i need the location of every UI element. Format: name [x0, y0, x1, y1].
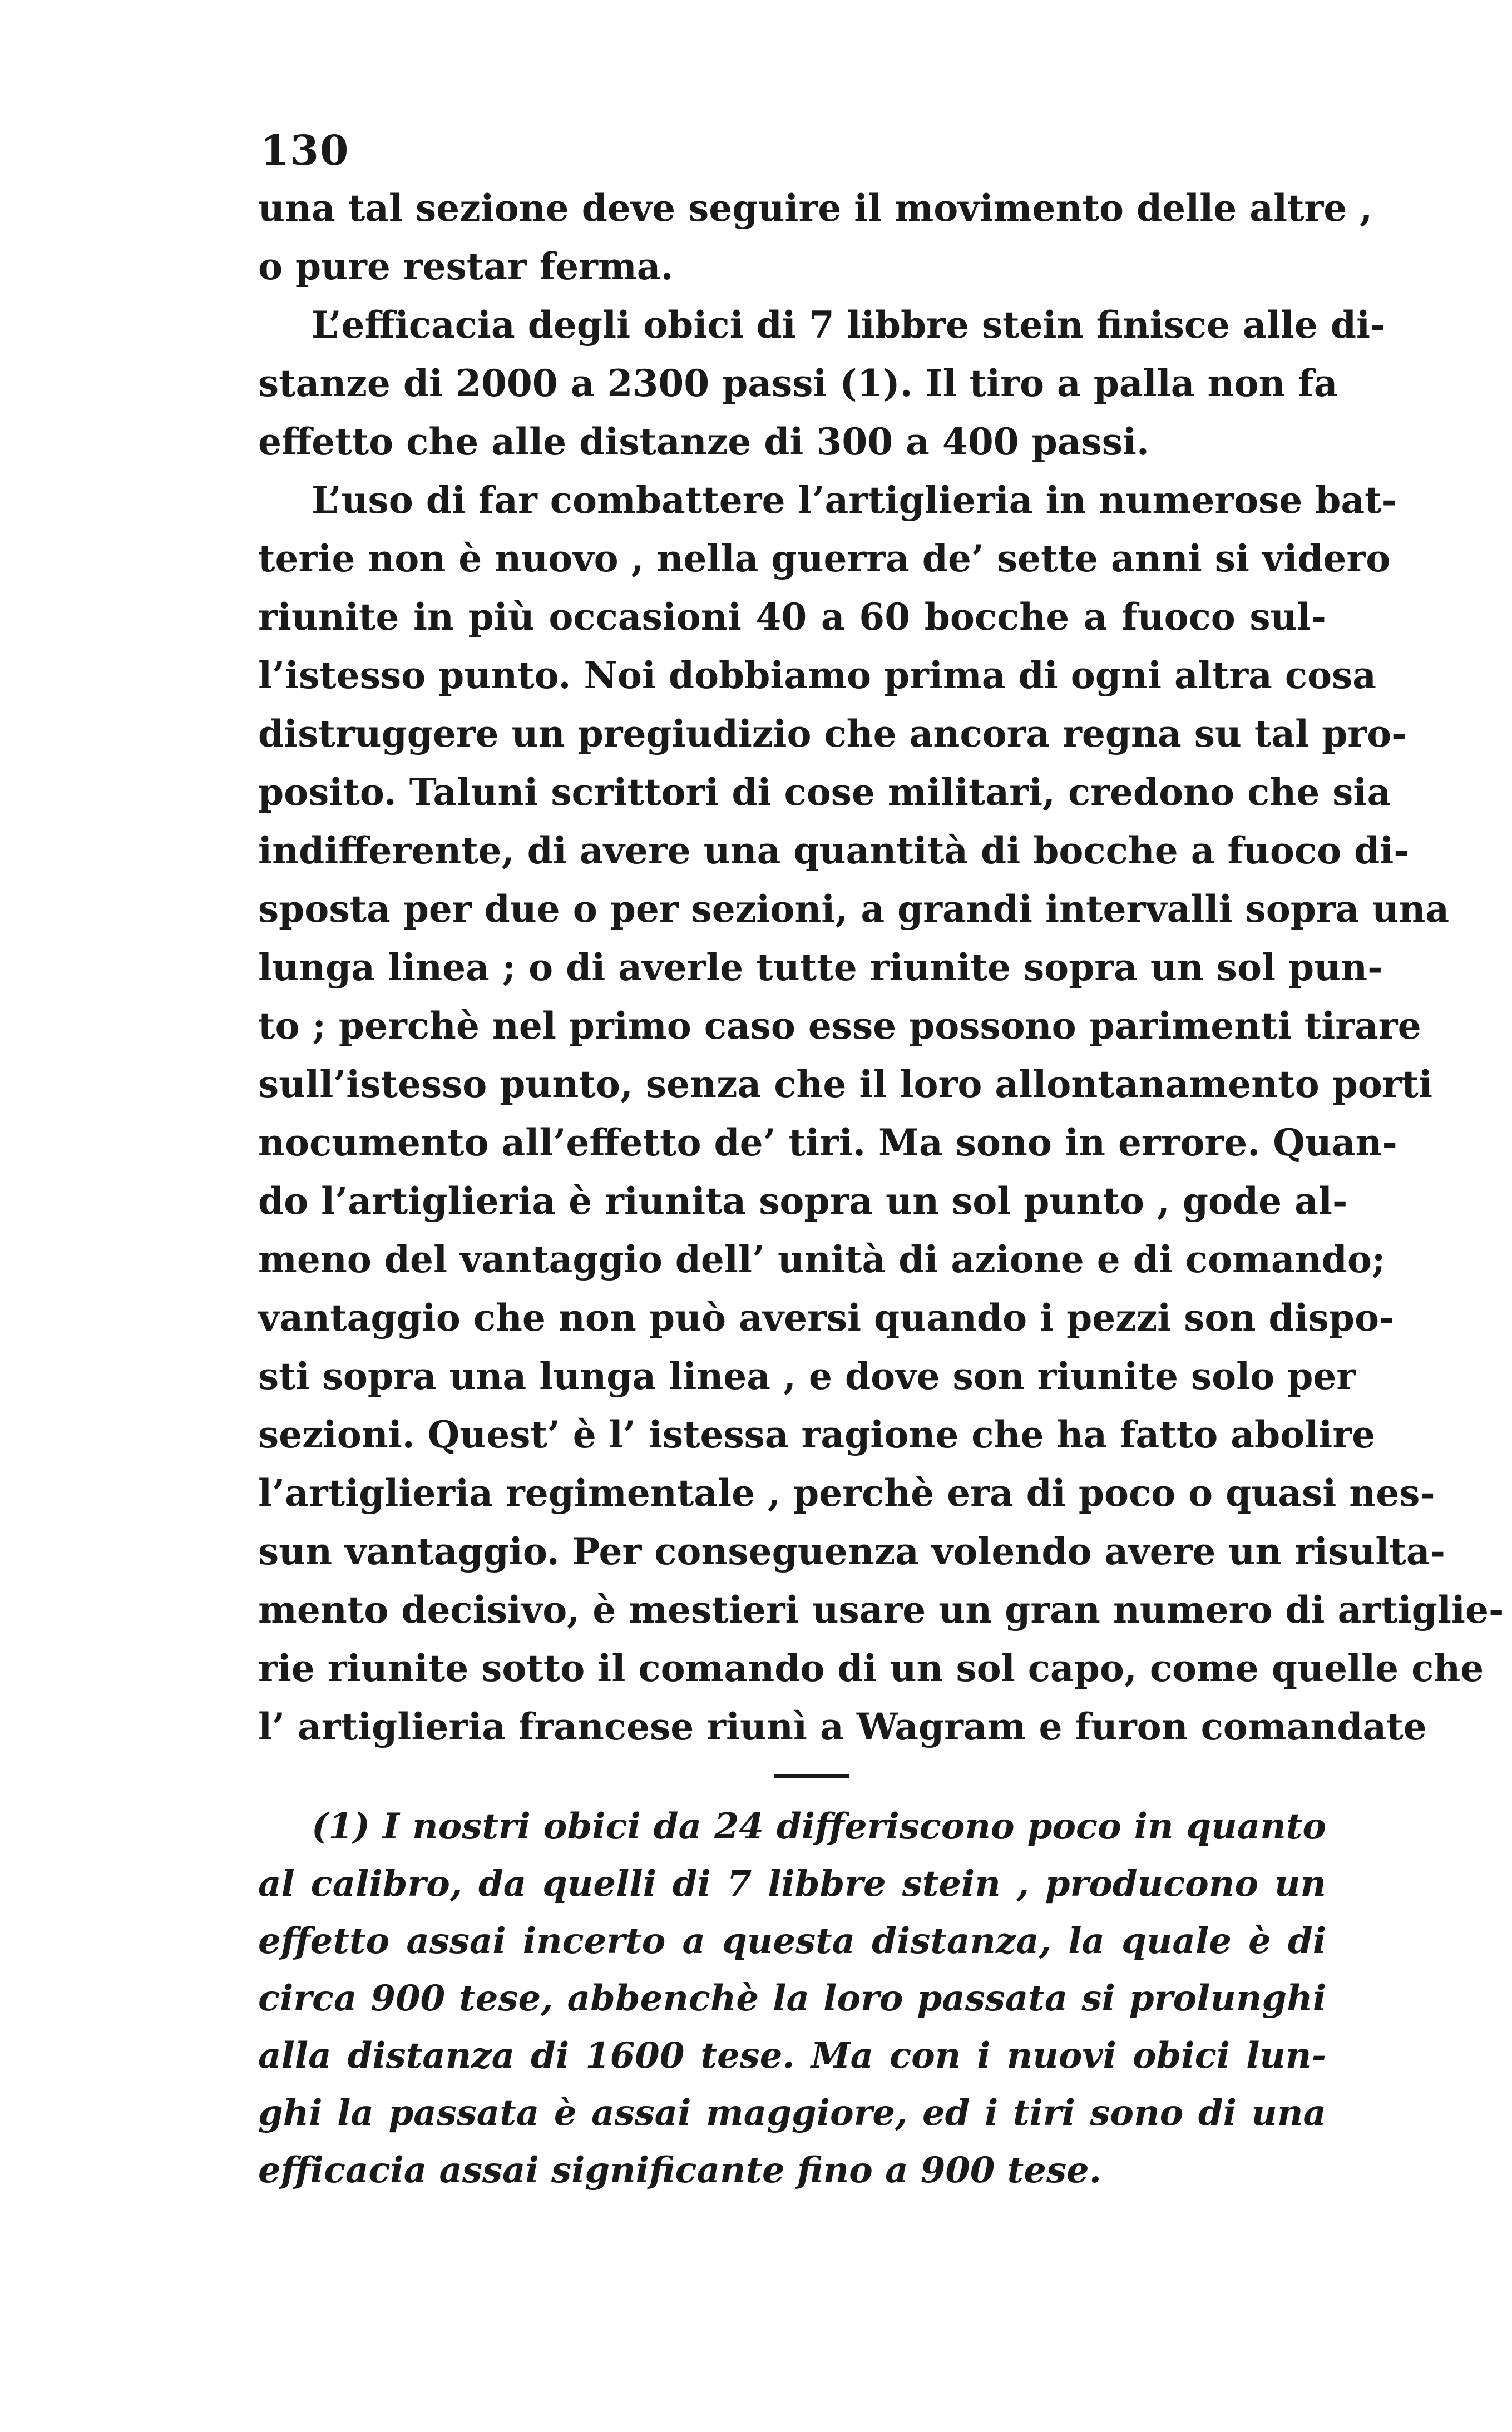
text-line: riunite in più occasioni 40 a 60 bocche a fuoco sul- — [258, 595, 1326, 639]
footnote-line: effetto assai incerto a questa distanza, la quale è di — [258, 1920, 1326, 1962]
text-line: o pure restar ferma. — [258, 245, 674, 288]
footnote-line: alla distanza di 1600 tese. Ma con i nuovi obici lun- — [258, 2035, 1326, 2077]
text-line: do l’artiglieria è riunita sopra un sol punto , gode al- — [258, 1179, 1348, 1223]
text-line: indifferente, di avere una quantità di bocche a fuoco di- — [258, 829, 1409, 872]
text-line: l’istesso punto. Noi dobbiamo prima di ogni altra cosa — [258, 654, 1376, 697]
text-line: l’artiglieria regimentale , perchè era di poco o quasi nes- — [258, 1471, 1435, 1515]
page-number: 130 — [260, 127, 350, 175]
text-line: effetto che alle distanze di 300 a 400 passi. — [258, 420, 1149, 463]
text-line: lunga linea ; o di averle tutte riunite sopra un sol pun- — [258, 946, 1383, 989]
text-line: una tal sezione deve seguire il movimento delle altre , — [258, 186, 1373, 230]
body-text — [258, 179, 1504, 1756]
footnote-line: al calibro, da quelli di 7 libbre stein , producono un — [258, 1863, 1326, 1905]
text-line: posito. Taluni scrittori di cose militari, credono che sia — [258, 770, 1391, 814]
text-line: stanze di 2000 a 2300 passi (1). Il tiro a palla non fa — [258, 362, 1338, 405]
text-line: rie riunite sotto il comando di un sol capo, come quelle che — [258, 1647, 1484, 1690]
text-line: meno del vantaggio dell’ unità di azione e di comando; — [258, 1238, 1386, 1281]
text-line: l’ artiglieria francese riunì a Wagram e furon comandate — [258, 1705, 1427, 1748]
text-line: sezioni. Quest’ è l’ istessa ragione che ha fatto abolire — [258, 1413, 1376, 1456]
text-line: sti sopra una lunga linea , e dove son riunite solo per — [258, 1355, 1356, 1398]
text-line: distruggere un pregiudizio che ancora regna su tal pro- — [258, 712, 1407, 755]
text-line: L’uso di far combattere l’artiglieria in numerose bat- — [312, 478, 1397, 522]
footnote-separator — [774, 1774, 849, 1778]
footnote-line: efficacia assai significante fino a 900 tese. — [258, 2149, 1101, 2191]
text-line: vantaggio che non può aversi quando i pezzi son dispo- — [258, 1296, 1395, 1339]
text-line: nocumento all’effetto de’ tiri. Ma sono in errore. Quan- — [258, 1121, 1397, 1164]
footnote — [258, 1798, 1326, 2199]
text-line: sull’istesso punto, senza che il loro allontanamento porti — [258, 1062, 1433, 1106]
text-line: mento decisivo, è mestieri usare un gran numero di artiglie- — [258, 1588, 1504, 1632]
text-line: sun vantaggio. Per conseguenza volendo avere un risulta- — [258, 1530, 1445, 1573]
footnote-line: (1) I nostri obici da 24 differiscono poco in quanto — [312, 1806, 1326, 1847]
footnote-line: ghi la passata è assai maggiore, ed i tiri sono di una — [258, 2092, 1326, 2134]
text-line: sposta per due o per sezioni, a grandi intervalli sopra una — [258, 887, 1450, 931]
text-line: to ; perchè nel primo caso esse possono parimenti tirare — [258, 1004, 1421, 1047]
footnote-line: circa 900 tese, abbenchè la loro passata si prolunghi — [258, 1978, 1326, 2019]
text-line: L’efficacia degli obici di 7 libbre stein finisce alle di- — [312, 303, 1386, 347]
text-line: terie non è nuovo , nella guerra de’ sette anni si videro — [258, 537, 1391, 580]
